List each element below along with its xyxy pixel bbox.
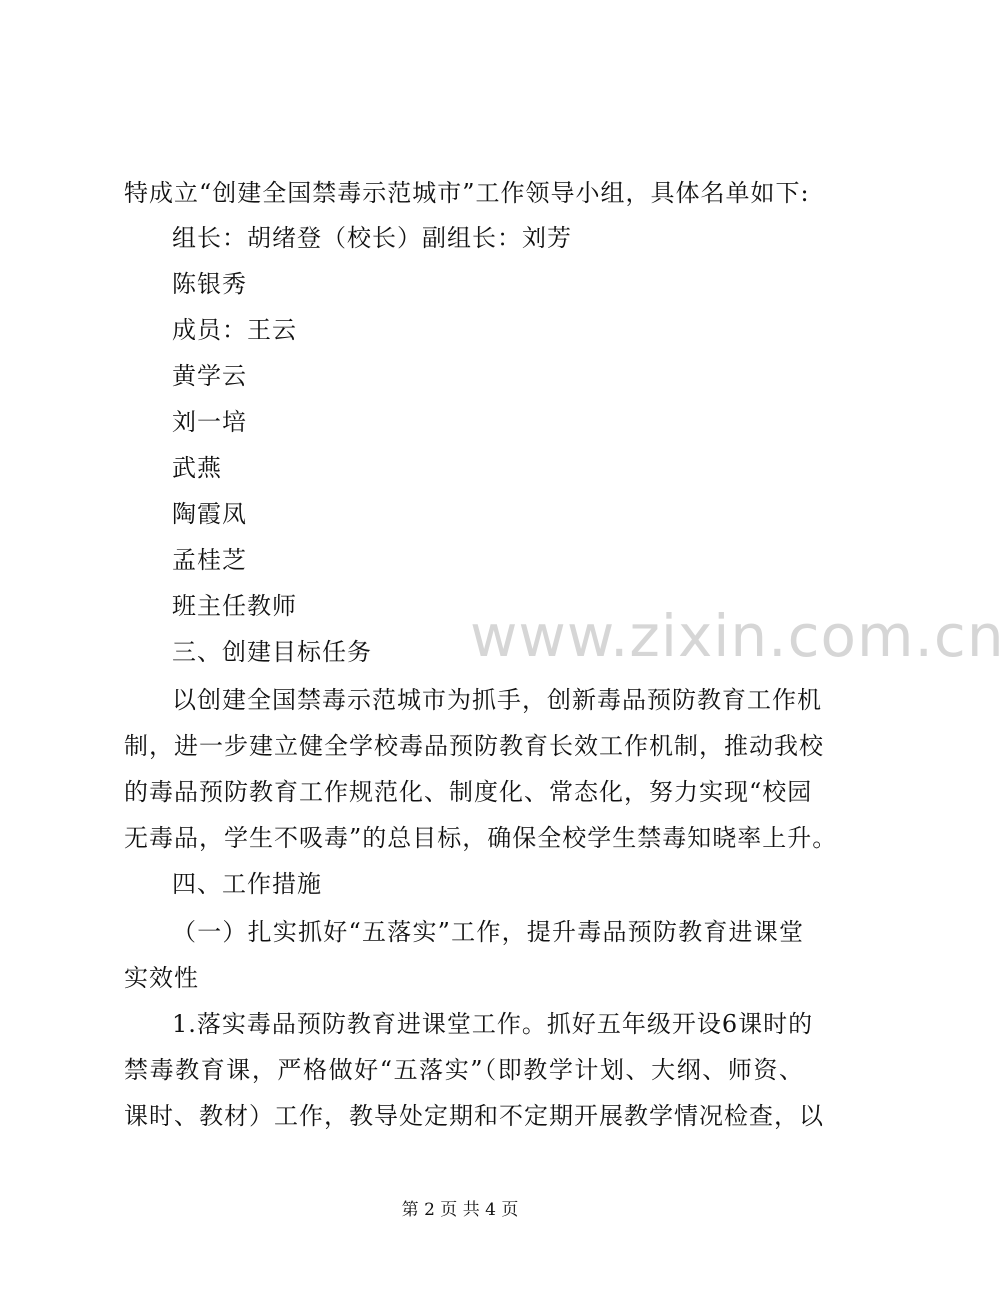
paragraph-line: 禁毒教育课，严格做好“五落实”（即教学计划、大纲、师资、	[124, 1056, 804, 1084]
paragraph-line: 孟桂芝	[172, 546, 247, 574]
paragraph-line: （一）扎实抓好“五落实”工作，提升毒品预防教育进课堂	[172, 918, 804, 946]
section-heading: 四、工作措施	[172, 870, 322, 898]
paragraph-line: 的毒品预防教育工作规范化、制度化、常态化，努力实现“校园	[124, 778, 813, 806]
paragraph-line: 无毒品，学生不吸毒”的总目标，确保全校学生禁毒知晓率上升。	[124, 824, 838, 852]
paragraph-line: 课时、教材）工作，教导处定期和不定期开展教学情况检查，以	[124, 1102, 824, 1130]
paragraph-line: 1.落实毒品预防教育进课堂工作。抓好五年级开设6课时的	[172, 1010, 814, 1038]
paragraph-line: 以创建全国禁毒示范城市为抓手，创新毒品预防教育工作机	[172, 686, 822, 714]
section-heading: 三、创建目标任务	[172, 638, 372, 666]
paragraph-line: 班主任教师	[172, 592, 297, 620]
paragraph-line: 实效性	[124, 964, 199, 992]
paragraph-line: 武燕	[172, 454, 222, 482]
paragraph-line: 成员：王云	[172, 316, 297, 344]
paragraph-line: 特成立“创建全国禁毒示范城市”工作领导小组，具体名单如下:	[124, 179, 810, 207]
paragraph-line: 黄学云	[172, 362, 247, 390]
paragraph-line: 组长：胡绪登（校长）副组长：刘芳	[172, 224, 572, 252]
paragraph-line: 陈银秀	[172, 270, 247, 298]
page-footer: 第 2 页 共 4 页	[401, 1200, 519, 1220]
paragraph-line: 制，进一步建立健全学校毒品预防教育长效工作机制，推动我校	[124, 732, 824, 760]
watermark: www.zixin.com.cn	[470, 602, 1005, 670]
paragraph-line: 陶霞凤	[172, 500, 247, 528]
paragraph-line: 刘一培	[172, 408, 247, 436]
